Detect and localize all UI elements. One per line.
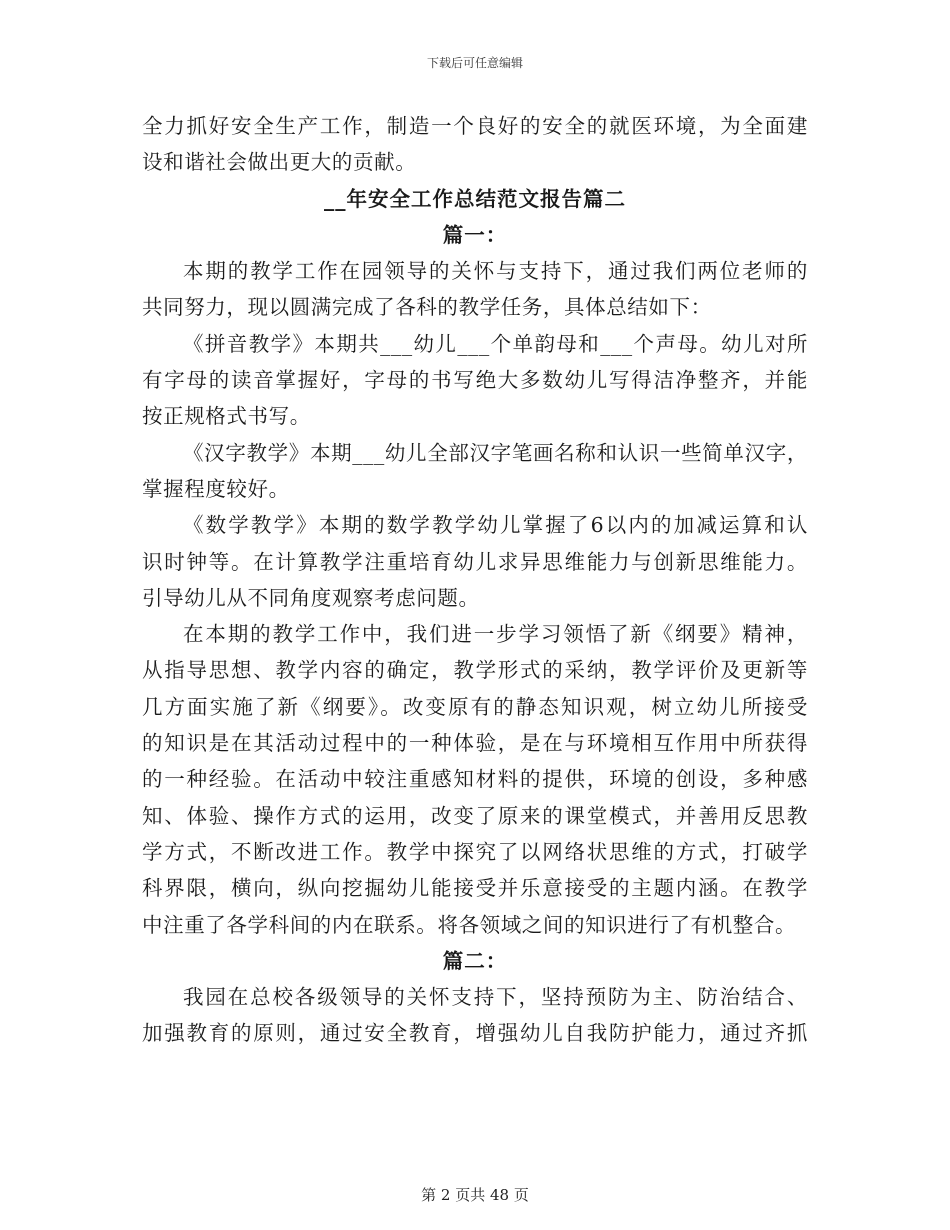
subsection-title: 篇一： xyxy=(442,222,508,247)
body-line: 的知识是在其活动过程中的一种体验，是在与环境相互作用中所获得 xyxy=(142,731,808,756)
body-line: 在本期的教学工作中，我们进一步学习领悟了新《纲要》精神， xyxy=(183,622,808,647)
body-line: 识时钟等。在计算教学注重培育幼儿求异思维能力与创新思维能力。 xyxy=(142,549,808,574)
body-line: 几方面实施了新《纲要》。改变原有的静态知识观，树立幼儿所接受 xyxy=(142,694,808,719)
page-number: 第 2 页共 48 页 xyxy=(421,1186,529,1204)
body-line: 中注重了各学科间的内在联系。将各领域之间的知识进行了有机整合。 xyxy=(142,912,797,937)
document-body xyxy=(142,108,808,1052)
body-line: 引导幼儿从不同角度观察考虑问题。 xyxy=(142,585,480,610)
body-line: 我园在总校各级领导的关怀支持下，坚持预防为主、防治结合、 xyxy=(183,985,808,1010)
body-line: 科界限，横向，纵向挖掘幼儿能接受并乐意接受的主题内涵。在教学 xyxy=(142,876,808,901)
body-line: 共同努力，现以圆满完成了各科的教学任务，具体总结如下： xyxy=(142,295,712,320)
subsection-title: 篇二： xyxy=(442,948,508,973)
body-line: 按正规格式书写。 xyxy=(142,404,311,429)
body-line: 《拼音教学》本期共___幼儿___个单韵母和___个声母。幼儿对所 xyxy=(183,331,808,356)
body-line: 学方式，不断改进工作。教学中探究了以网络状思维的方式，打破学 xyxy=(142,839,808,864)
body-line: 《汉字教学》本期___幼儿全部汉字笔画名称和认识一些简单汉字， xyxy=(183,440,808,465)
body-line: 的一种经验。在活动中较注重感知材料的提供，环境的创设，多种感 xyxy=(142,767,808,792)
body-line: 加强教育的原则，通过安全教育，增强幼儿自我防护能力，通过齐抓 xyxy=(142,1021,808,1046)
section-title: __年安全工作总结范文报告篇二 xyxy=(324,186,626,211)
page-header: 下载后可任意编辑 xyxy=(426,56,523,70)
body-line: 《数学教学》本期的数学教学幼儿掌握了6以内的加减运算和认 xyxy=(183,513,808,538)
body-line: 有字母的读音掌握好，字母的书写绝大多数幼儿写得洁净整齐，并能 xyxy=(142,368,808,393)
body-line: 掌握程度较好。 xyxy=(142,476,290,501)
body-line: 设和谐社会做出更大的贡献。 xyxy=(142,150,417,175)
body-line: 知、体验、操作方式的运用，改变了原来的课堂模式，并善用反思教 xyxy=(142,803,808,828)
body-line: 本期的教学工作在园领导的关怀与支持下，通过我们两位老师的 xyxy=(183,259,808,284)
body-line: 从指导思想、教学内容的确定，教学形式的采纳，教学评价及更新等 xyxy=(142,658,808,683)
body-line: 全力抓好安全生产工作，制造一个良好的安全的就医环境，为全面建 xyxy=(142,114,808,138)
